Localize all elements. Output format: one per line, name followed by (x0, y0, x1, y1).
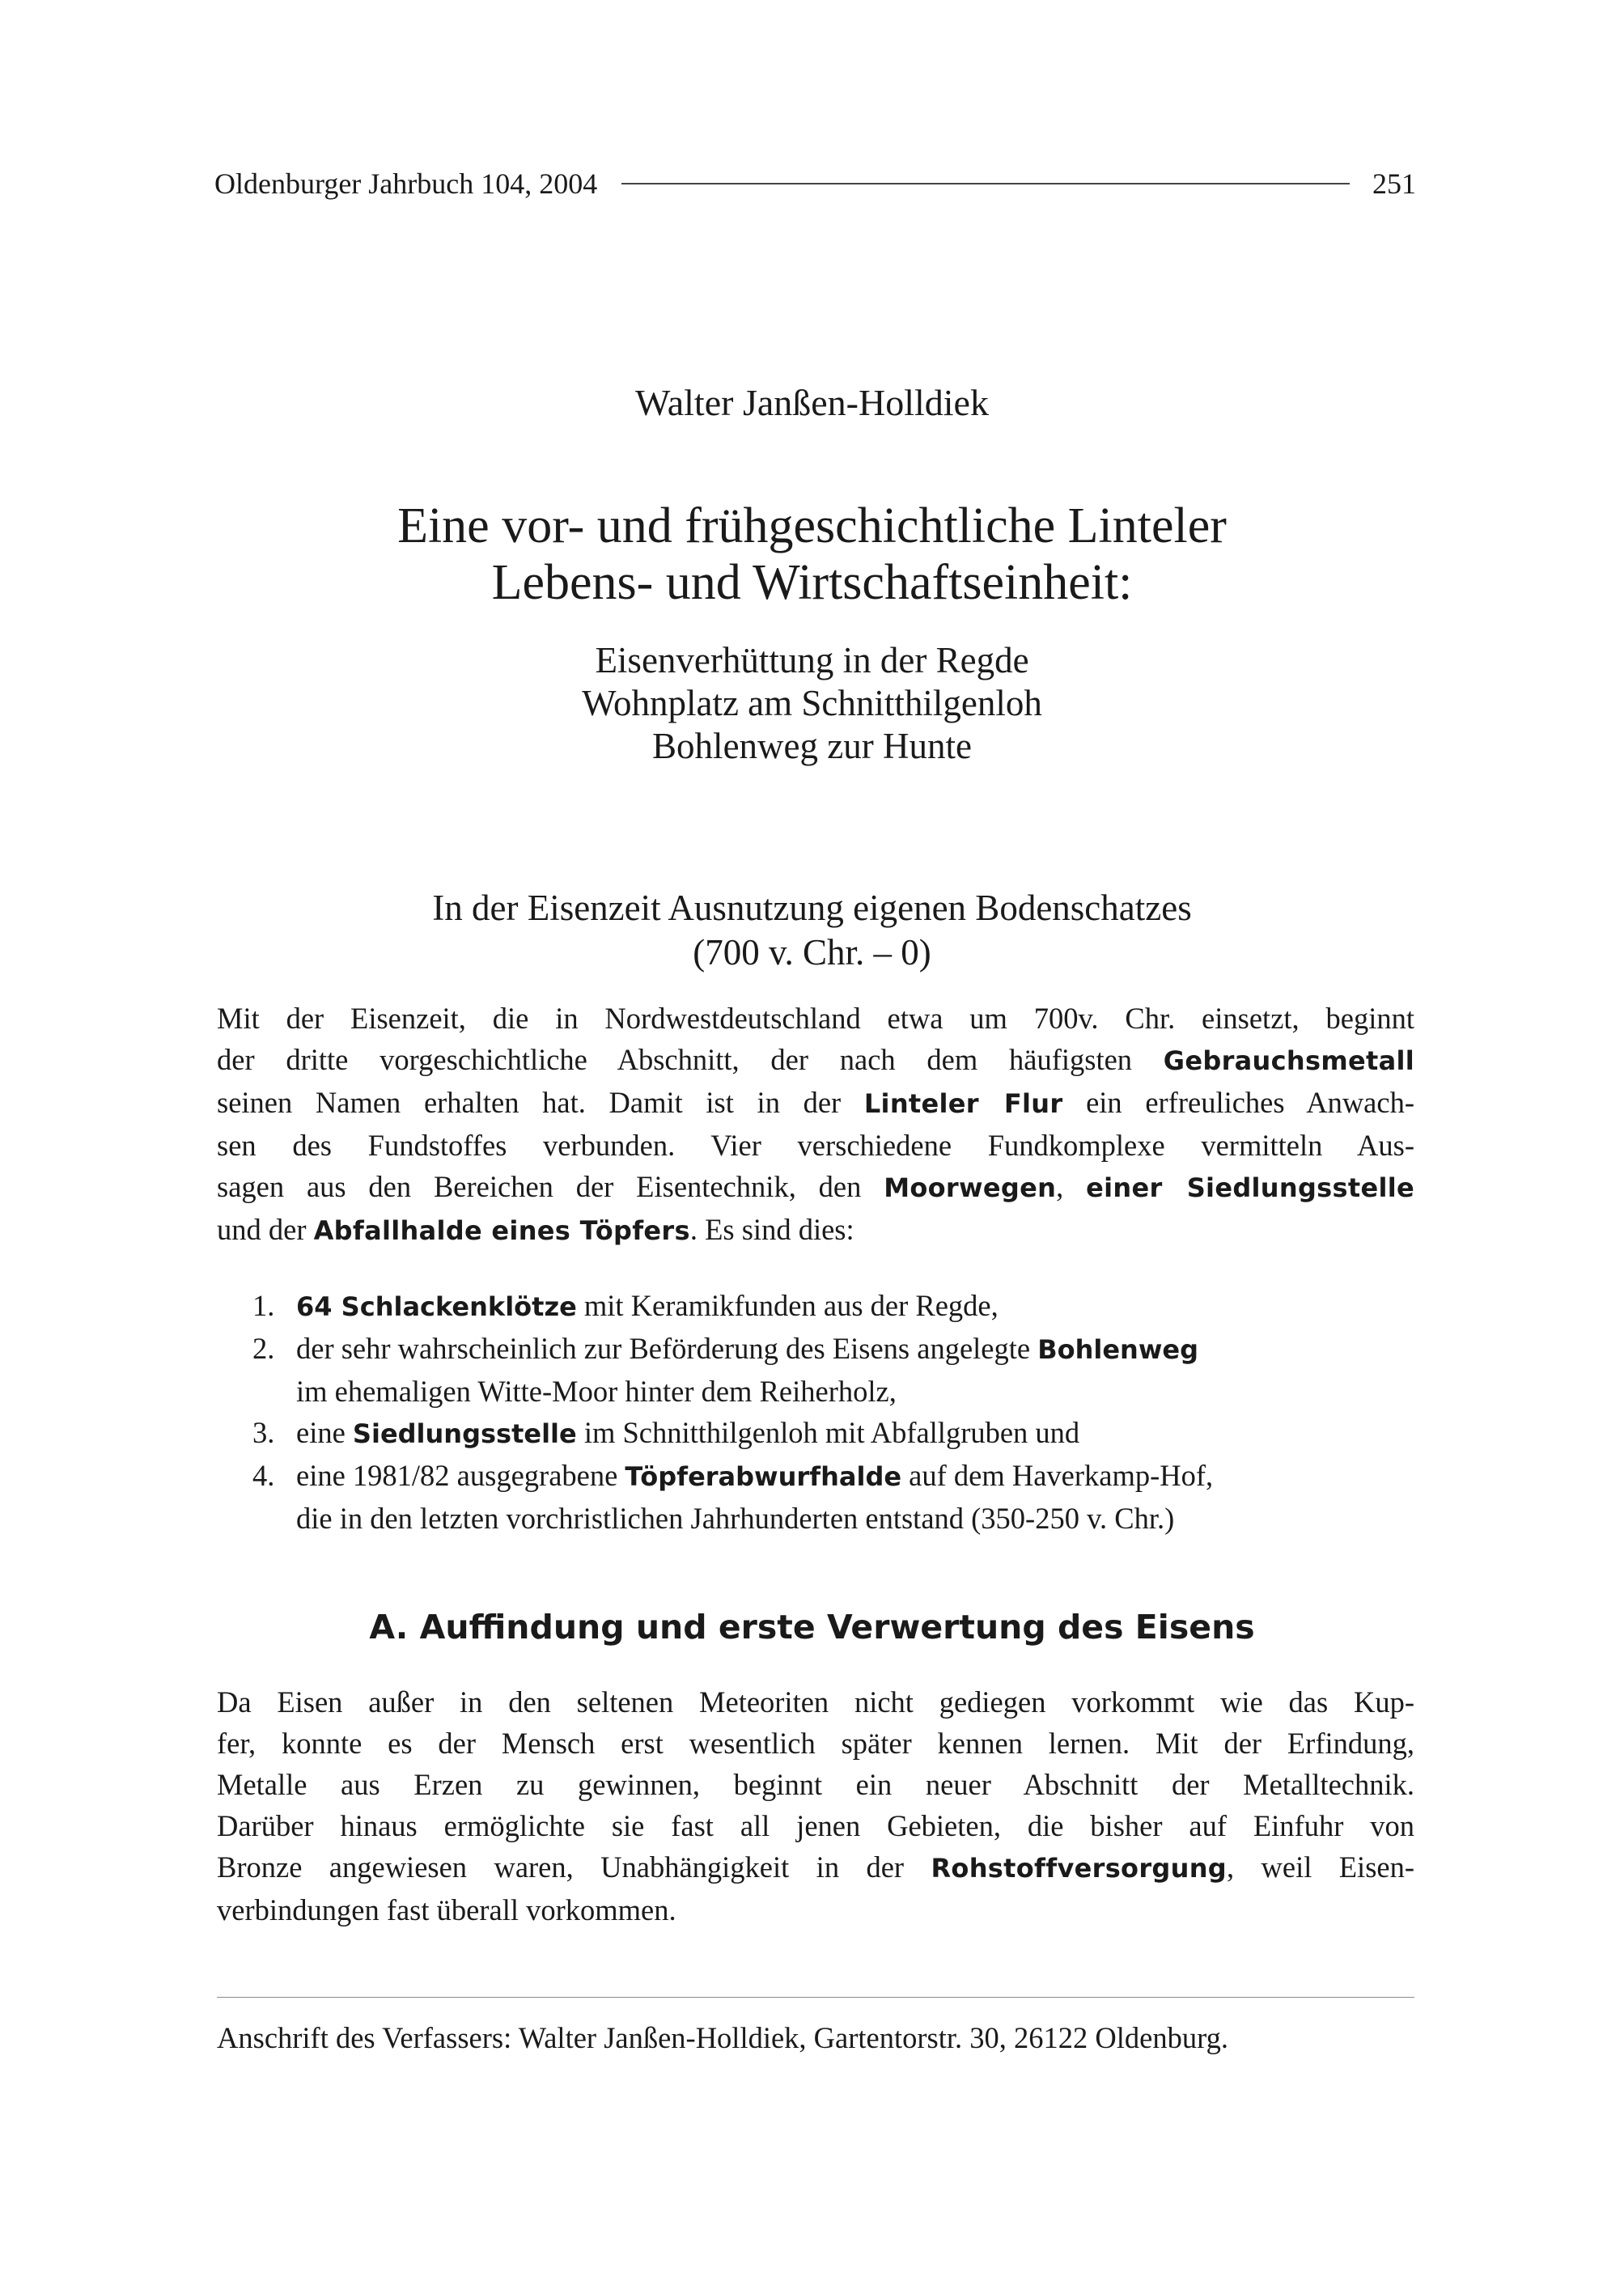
text-run: Bronze angewiesen waren, Unabhängigkeit in der (217, 1850, 905, 1884)
bold-term: Moorwegen (884, 1172, 1057, 1203)
bold-term: Gebrauchsmetall (1163, 1045, 1414, 1076)
text-line (217, 1846, 1414, 1889)
text-line (217, 1039, 1414, 1082)
text-run: sagen aus den Bereichen der Eisentechnik, den (217, 1170, 862, 1203)
text-line: Darüber hinaus ermöglichte sie fast all jenen Gebieten, die bisher auf Einfuhr von (217, 1809, 1414, 1842)
list-item (252, 1285, 1418, 1328)
list-number: 2. (252, 1332, 275, 1365)
bold-term: Töpferabwurfhalde (625, 1461, 902, 1492)
intro-paragraph (217, 998, 1414, 1252)
author-name: Walter Janßen-Holldiek (635, 382, 989, 423)
journal-name: Oldenburger Jahrbuch 104, 2004 (214, 167, 598, 200)
list-item (252, 1328, 1418, 1412)
text-line (217, 1082, 1414, 1125)
text-line (217, 1209, 1414, 1252)
title-line: Eine vor- und frühgeschichtliche Linteler (397, 498, 1227, 553)
text-line: Da Eisen außer in den seltenen Meteoriten nicht gediegen vorkommt wie das Kup- (217, 1685, 1414, 1719)
text-line (217, 998, 1414, 1039)
bold-term: Siedlungsstelle (352, 1418, 577, 1449)
text-run: im ehemaligen Witte-Moor hinter dem Reiherholz, (296, 1375, 897, 1408)
text-line (217, 1166, 1414, 1209)
text-run: seinen Namen erhalten hat. Damit ist in der (217, 1086, 842, 1119)
subtitle-line: Wohnplatz am Schnitthilgenloh (582, 683, 1042, 723)
section-heading: A. Auffindung und erste Verwertung des Eisens (369, 1608, 1255, 1647)
footnote-rule (217, 1997, 1414, 1998)
article-subtitle (0, 639, 1624, 768)
text-run: eine 1981/82 ausgegrabene (296, 1459, 625, 1492)
list-number: 1. (252, 1289, 275, 1322)
text-run: mit Keramikfunden aus der Regde, (576, 1289, 999, 1322)
page-number: 251 (1372, 167, 1416, 200)
section-title-line: In der Eisenzeit Ausnutzung eigenen Bodenschatzes (432, 888, 1192, 928)
text-line: verbindungen fast überall vorkommen. (217, 1893, 676, 1926)
text-line: Metalle aus Erzen zu gewinnen, beginnt ein neuer Abschnitt der Metalltechnik. (217, 1768, 1414, 1801)
author-address-footnote: Anschrift des Verfassers: Walter Janßen-Holldiek, Gartentorstr. 30, 26122 Oldenburg. (217, 2021, 1228, 2054)
text-run: , (1056, 1170, 1064, 1203)
text-line: fer, konnte es der Mensch erst wesentlich später kennen lernen. Mit der Erfindung, (217, 1727, 1414, 1760)
article-title (0, 498, 1624, 611)
running-header (214, 166, 1416, 201)
text-run: ein erfreuliches Anwach- (1086, 1086, 1414, 1119)
text-run: Mit der Eisenzeit, die in Nordwestdeutschland etwa um 700v. Chr. einsetzt, beginnt (217, 1002, 1414, 1035)
list-item (252, 1455, 1418, 1539)
list-item (252, 1412, 1418, 1455)
bold-term: einer Siedlungsstelle (1086, 1172, 1415, 1203)
text-run: eine (296, 1416, 353, 1449)
subtitle-line: Bohlenweg zur Hunte (652, 726, 972, 766)
title-line: Lebens- und Wirtschaftseinheit: (491, 555, 1133, 610)
text-run: sen des Fundstoffes verbunden. Vier verschiedene Fundkomplexe vermitteln Aus- (217, 1129, 1414, 1162)
body-paragraph (217, 1681, 1414, 1931)
bold-term: Linteler Flur (863, 1088, 1063, 1119)
bold-term: Bohlenweg (1037, 1334, 1198, 1365)
text-run: der sehr wahrscheinlich zur Beförderung des Eisens angelegte (296, 1332, 1038, 1365)
text-run: , weil Eisen- (1227, 1850, 1415, 1884)
bold-term: Rohstoffversorgung (931, 1853, 1227, 1884)
text-run: und der (217, 1213, 307, 1246)
text-run: auf dem Haverkamp-Hof, (901, 1459, 1214, 1492)
text-line (217, 1125, 1414, 1166)
list-number: 4. (252, 1459, 275, 1492)
bold-term: Abfallhalde eines Töpfers (313, 1215, 690, 1246)
text-run: im Schnitthilgenloh mit Abfallgruben und (576, 1416, 1080, 1449)
header-rule (621, 183, 1350, 184)
section-title-line: (700 v. Chr. – 0) (693, 932, 931, 973)
subtitle-line: Eisenverhüttung in der Regde (595, 640, 1029, 680)
find-list (252, 1285, 1418, 1539)
list-number: 3. (252, 1416, 275, 1449)
section-title (0, 886, 1624, 975)
bold-term: 64 Schlackenklötze (296, 1291, 577, 1322)
text-run: . Es sind dies: (689, 1213, 854, 1246)
text-run: der dritte vorgeschichtliche Abschnitt, der nach dem häufigsten (217, 1043, 1133, 1076)
text-run: die in den letzten vorchristlichen Jahrhunderten entstand (350-250 v. Chr.) (296, 1502, 1175, 1535)
